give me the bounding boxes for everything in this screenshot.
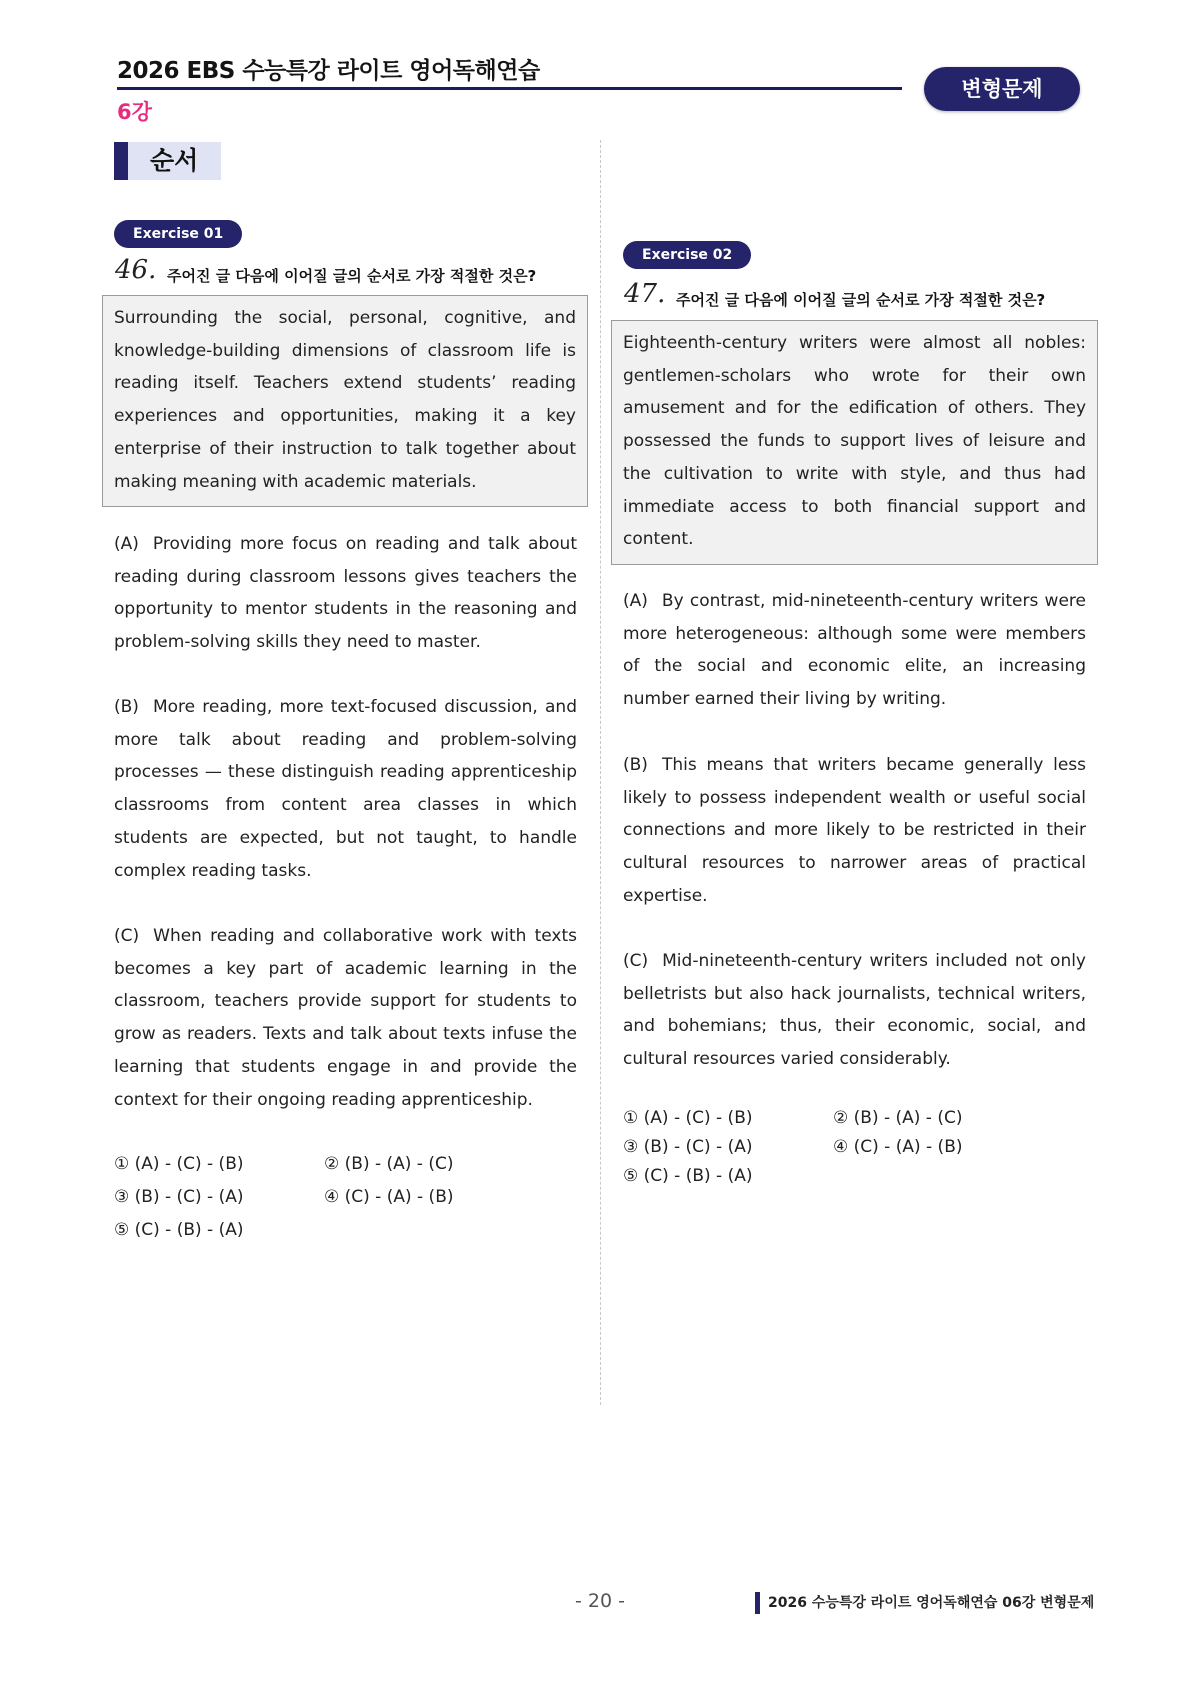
paragraph-text: Providing more focus on reading and talk about reading during classroom lessons gives teachers the opportunity to mentor students in the reasoning and problem-solving skills they need to master. [114, 534, 577, 653]
variant-badge: 변형문제 [924, 67, 1080, 111]
choice-5[interactable]: ⑤ (C) - (B) - (A) [114, 1220, 244, 1240]
question-number: 46. [115, 255, 157, 285]
paragraph-label: (C) [114, 926, 140, 946]
paragraph-text: When reading and collaborative work with texts becomes a key part of academic learning in the classroom, teachers provide support for students to grow as readers. Texts and talk about texts infuse the learning that students engage in and provide the context for their ongoing reading apprenticeship. [114, 926, 577, 1110]
paragraph-text: Mid-nineteenth-century writers included not only belletrists but also hack journalists, technical writers, and bohemians; thus, their economic, social, and cultural resources varied considerably. [623, 951, 1086, 1070]
paragraph-text: More reading, more text-focused discussion, and more talk about reading and problem-solving processes — these distinguish reading apprenticeship classrooms from content area classes in which students are expected, but not taught, to handle complex reading tasks. [114, 697, 577, 881]
passage-paragraph-c [623, 945, 1086, 1076]
passage-paragraph-b [623, 749, 1086, 913]
page-number: - 20 - [575, 1590, 625, 1612]
paragraph-text: This means that writers became generally less likely to possess independent wealth or useful social connections and more likely to be restricted in their cultural resources to narrower areas of practical expertise. [623, 755, 1086, 906]
passage-paragraph-b [114, 691, 577, 887]
header-rule [117, 87, 902, 90]
section-heading: 순서 [114, 142, 221, 180]
paragraph-label: (C) [623, 951, 649, 971]
choice-5[interactable]: ⑤ (C) - (B) - (A) [623, 1166, 753, 1186]
question-prompt: 주어진 글 다음에 이어질 글의 순서로 가장 적절한 것은? [676, 291, 1046, 309]
paragraph-label: (A) [114, 534, 139, 554]
passage-paragraph-a [623, 585, 1086, 716]
paragraph-label: (B) [114, 697, 139, 717]
choice-2[interactable]: ② (B) - (A) - (C) [833, 1108, 963, 1128]
question-prompt: 주어진 글 다음에 이어질 글의 순서로 가장 적절한 것은? [167, 267, 537, 285]
given-passage: Surrounding the social, personal, cognitive, and knowledge-building dimensions of classroom life is reading itself. Teachers extend students’ reading experiences and opportunities, making it a key enterprise of their instruction to talk together about making meaning with academic materials. [102, 295, 588, 507]
footer-label: 2026 수능특강 라이트 영어독해연습 06강 변형문제 [755, 1592, 1094, 1614]
exercise-label: Exercise 02 [623, 241, 751, 269]
paragraph-text: By contrast, mid-nineteenth-century writers were more heterogeneous: although some were members of the social and economic elite, an increasing number earned their living by writing. [623, 591, 1086, 710]
lesson-label: 6강 [117, 100, 152, 124]
question-number: 47. [624, 279, 666, 309]
exercise-label: Exercise 01 [114, 220, 242, 248]
choice-4[interactable]: ④ (C) - (A) - (B) [324, 1187, 454, 1207]
column-divider [600, 140, 601, 1405]
choice-3[interactable]: ③ (B) - (C) - (A) [623, 1137, 753, 1157]
paragraph-label: (B) [623, 755, 648, 775]
passage-paragraph-c [114, 920, 577, 1116]
paragraph-label: (A) [623, 591, 648, 611]
answer-choices [623, 1104, 1043, 1191]
choice-2[interactable]: ② (B) - (A) - (C) [324, 1154, 454, 1174]
document-title: 2026 EBS 수능특강 라이트 영어독해연습 [117, 58, 540, 84]
choice-1[interactable]: ① (A) - (C) - (B) [114, 1154, 244, 1174]
passage-paragraph-a [114, 528, 577, 659]
given-passage: Eighteenth-century writers were almost all nobles: gentlemen-scholars who wrote for their own amusement and for the edification of others. They possessed the funds to support lives of leisure and the cultivation to write with style, and thus had immediate access to both financial support and content. [611, 320, 1098, 565]
choice-3[interactable]: ③ (B) - (C) - (A) [114, 1187, 244, 1207]
choice-4[interactable]: ④ (C) - (A) - (B) [833, 1137, 963, 1157]
answer-choices [114, 1148, 534, 1247]
choice-1[interactable]: ① (A) - (C) - (B) [623, 1108, 753, 1128]
